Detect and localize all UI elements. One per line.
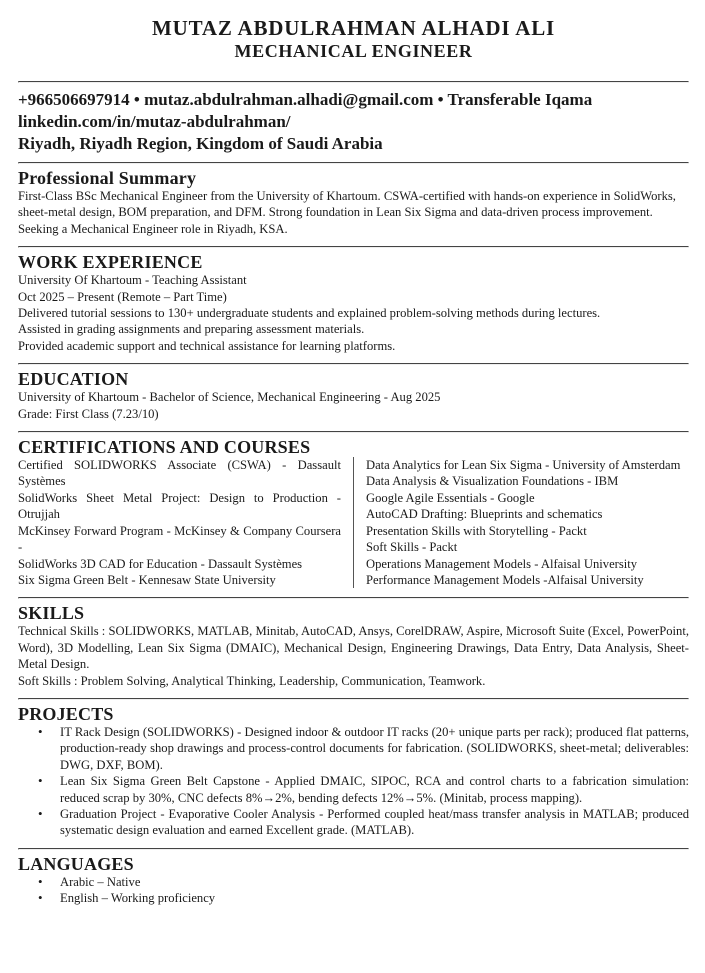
certification-item: AutoCAD Drafting: Blueprints and schematics [366, 507, 603, 522]
certification-item: Operations Management Models - Alfaisal University [366, 556, 638, 571]
certification-item: Performance Management Models -Alfaisal University [366, 572, 644, 587]
projects-section [18, 700, 689, 839]
contact-phone-email: +966506697914 • mutaz.abdulrahman.alhadi@gmail.com • Transferable Iqama [18, 90, 593, 109]
project-item: • IT Rack Design (SOLIDWORKS) - Designed indoor & outdoor IT racks (20+ unique parts per rack); produced flat patterns, production-ready shop drawings and process-control documents for fabrication. (SOLIDWORKS, sheet-metal; deliverables: DWG, DXF, BOM). [60, 724, 689, 773]
soft-skills: Soft Skills : Problem Solving, Analytical Thinking, Leadership, Communication, Teamwork. [18, 673, 486, 688]
candidate-title: MECHANICAL ENGINEER [234, 41, 473, 61]
languages-heading: LANGUAGES [18, 853, 134, 874]
summary-section [18, 164, 689, 237]
language-item: • English – Working proficiency [60, 890, 689, 906]
certification-item: Data Analysis & Visualization Foundations - IBM [366, 474, 619, 489]
projects-list [18, 724, 689, 839]
certifications-right-column [354, 457, 689, 588]
experience-item: Delivered tutorial sessions to 130+ undergraduate students and explained problem-solving methods during lectures. [18, 306, 601, 321]
education-section [18, 365, 689, 422]
candidate-name: MUTAZ ABDULRAHMAN ALHADI ALI [152, 16, 555, 40]
education-degree: University of Khartoum - Bachelor of Science, Mechanical Engineering - Aug 2025 [18, 390, 441, 405]
certification-item: Data Analytics for Lean Six Sigma - University of Amsterdam [366, 458, 681, 473]
certification-item: Six Sigma Green Belt - Kennesaw State University [18, 572, 276, 587]
certifications-left-column [18, 457, 354, 588]
languages-section [18, 850, 689, 907]
technical-skills: Technical Skills : SOLIDWORKS, MATLAB, Minitab, AutoCAD, Ansys, CorelDRAW, Aspire, Microsoft Suite (Excel, PowerPoint, Word), 3D Modelling, Lean Six Sigma (DMAIC), Mechanical Design, Engineering Drawings, Data Entry, Data Analysis, Sheet-Metal Design. [18, 624, 689, 672]
certification-item: Certified SOLIDWORKS Associate (CSWA) - Dassault Systèmes [18, 458, 341, 489]
certifications-heading: CERTIFICATIONS AND COURSES [18, 437, 311, 458]
language-item: • Arabic – Native [60, 874, 689, 890]
languages-list [18, 874, 689, 907]
certification-item: SolidWorks 3D CAD for Education - Dassault Systèmes [18, 556, 303, 571]
certification-item: McKinsey Forward Program - McKinsey & Company Coursera - [18, 523, 341, 555]
resume-header [18, 0, 689, 62]
experience-item: Provided academic support and technical assistance for learning platforms. [18, 338, 396, 353]
projects-heading: PROJECTS [18, 703, 114, 724]
experience-section [18, 248, 689, 354]
project-item: • Graduation Project - Evaporative Cooler Analysis - Performed coupled heat/mass transfer analysis in MATLAB; produced systematic design evaluation and earned Excellent grade. (MATLAB). [60, 806, 689, 839]
contact-block [18, 83, 689, 162]
certification-item: Soft Skills - Packt [366, 540, 458, 555]
project-item: • Lean Six Sigma Green Belt Capstone - Applied DMAIC, SIPOC, RCA and control charts to a fabrication simulation: reduced scrap by 30%, CNC defects 8%→2%, bending defects 12%→5%. (Minitab, process mapping). [60, 773, 689, 806]
experience-heading: WORK EXPERIENCE [18, 252, 203, 273]
summary-text: First-Class BSc Mechanical Engineer from the University of Khartoum. CSWA-certified with hands-on experience in SolidWorks, sheet-metal design, BOM preparation, and DFM. Strong foundation in Lean Six Sigma and data-driven process improvement. Seeking a Mechanical Engineer role in Riyadh, KSA. [18, 189, 676, 236]
certification-item: Google Agile Essentials - Google [366, 490, 535, 505]
skills-section [18, 599, 689, 689]
experience-dates: Oct 2025 – Present (Remote – Part Time) [18, 289, 227, 304]
certification-item: SolidWorks Sheet Metal Project: Design to Production - Otrujjah [18, 490, 341, 522]
skills-heading: SKILLS [18, 603, 85, 624]
experience-role: University Of Khartoum - Teaching Assistant [18, 273, 247, 288]
contact-location: Riyadh, Riyadh Region, Kingdom of Saudi Arabia [18, 134, 383, 153]
certification-item: Presentation Skills with Storytelling - Packt [366, 523, 587, 538]
summary-heading: Professional Summary [18, 168, 197, 188]
experience-item: Assisted in grading assignments and preparing assessment materials. [18, 322, 365, 337]
education-grade: Grade: First Class (7.23/10) [18, 406, 159, 421]
certifications-section [18, 433, 689, 588]
education-heading: EDUCATION [18, 369, 129, 390]
contact-linkedin: linkedin.com/in/mutaz-abdulrahman/ [18, 112, 291, 131]
